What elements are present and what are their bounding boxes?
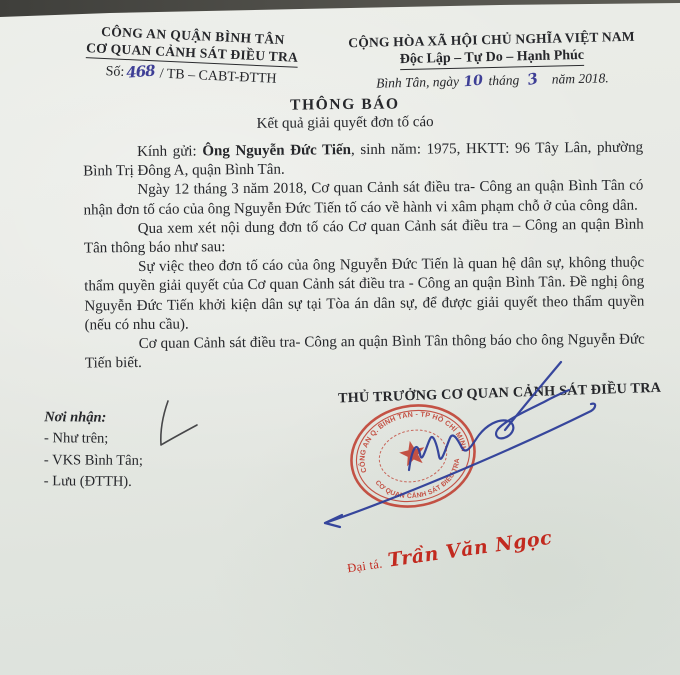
recipient-prefix: Kính gửi: xyxy=(137,143,203,160)
place-date-suffix: năm 2018. xyxy=(551,70,609,87)
signer-title: THỦ TRƯỞNG CƠ QUAN CẢNH SÁT ĐIỀU TRA xyxy=(337,379,662,407)
paragraph-notice: Cơ quan Cảnh sát điều tra- Công an quận Bình Tân thông báo cho ông Nguyễn Đức Tiến biết. xyxy=(84,331,645,372)
date-month-handwritten: 3 xyxy=(525,69,540,89)
photo-top-edge xyxy=(0,0,680,20)
signer-rank: Đại tá. xyxy=(346,556,384,576)
signature-ink xyxy=(298,352,680,537)
recipient-item: - Như trên; xyxy=(44,430,109,448)
seal-top-text: CÔNG AN Q. BÌNH TÂN - TP HỒ CHÍ MINH xyxy=(357,409,469,474)
issuer-parent-agency: CÔNG AN QUẬN BÌNH TÂN xyxy=(100,23,286,48)
document-number-handwritten: 468 xyxy=(125,61,156,82)
place-date-mid: tháng xyxy=(488,72,520,89)
seal-bottom-text: CƠ QUAN CẢNH SÁT ĐIỀU TRA xyxy=(373,458,462,501)
paragraph-received: Ngày 12 tháng 3 năm 2018, Cơ quan Cảnh sát điều tra- Công an quận Bình Tân có nhận đơn tố cáo của ông Nguyễn Đức Tiến tố cáo về hành vi xâm phạm chỗ ở của công dân. xyxy=(83,177,644,219)
place-date-prefix: Bình Tân, ngày xyxy=(376,73,460,91)
letterhead-national xyxy=(327,28,656,92)
paragraph-review: Qua xem xét nội dung đơn tố cáo Cơ quan Cảnh sát điều tra – Công an quận Bình Tân thông báo như sau: xyxy=(83,216,644,257)
issuer-agency: CƠ QUAN CẢNH SÁT ĐIỀU TRA xyxy=(86,40,299,68)
paragraph-recipient xyxy=(83,139,643,182)
document-title: THÔNG BÁO xyxy=(290,95,400,114)
pen-checkmark xyxy=(140,390,210,460)
national-motto-line1: CỘNG HÒA XÃ HỘI CHỦ NGHĨA VIỆT NAM xyxy=(348,28,635,51)
place-date-line xyxy=(328,67,656,92)
recipients-label: Nơi nhận: xyxy=(44,409,107,426)
document-body xyxy=(83,139,645,374)
paragraph-conclusion: Sự việc theo đơn tố cáo của ông Nguyễn Đức Tiến là quan hệ dân sự, không thuộc thẩm quyền giải quyết của Cơ quan Cảnh sát điều tra - Công an quận Bình Tân. Đề nghị ông Nguyễn Đức Tiến khởi kiện dân sự tại Tòa án dân sự, để được giải quyết theo thẩm quyền (nếu có nhu cầu). xyxy=(84,254,645,334)
document-subtitle: Kết quả giải quyết đơn tố cáo xyxy=(256,114,434,132)
document-title-block xyxy=(180,94,510,133)
document-number-suffix: / TB – CABT-ĐTTH xyxy=(159,66,277,87)
national-motto-line2: Độc Lập – Tự Do – Hạnh Phúc xyxy=(400,48,585,70)
document-number-prefix: Số: xyxy=(105,64,125,80)
recipient-name: Ông Nguyễn Đức Tiến xyxy=(202,142,352,160)
date-day-handwritten: 10 xyxy=(462,72,484,91)
recipient-rest: , sinh năm: 1975, HKTT: 96 Tây Lân, phường Bình Trị Đông A, quận Bình Tân. xyxy=(83,139,644,180)
signer-name: Trần Văn Ngọc xyxy=(386,526,554,572)
letterhead-issuer xyxy=(37,21,347,91)
recipient-item: - VKS Bình Tân; xyxy=(43,452,143,469)
recipient-item: - Lưu (ĐTTH). xyxy=(43,473,132,491)
